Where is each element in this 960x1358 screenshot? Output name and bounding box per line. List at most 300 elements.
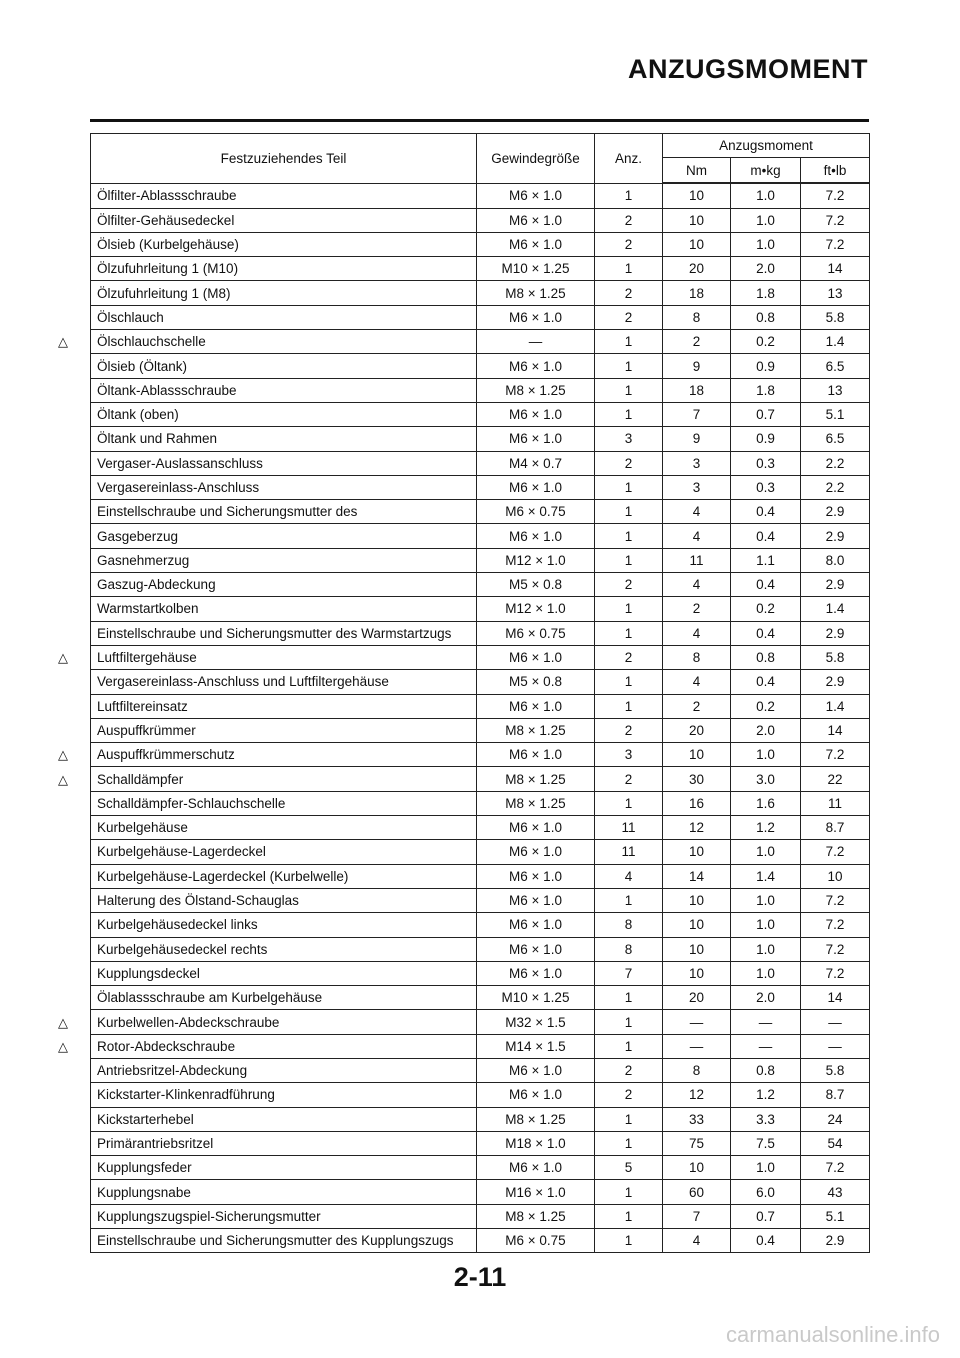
cell-ftlb: 43 [801,1180,870,1204]
header-thread: Gewindegröße [477,134,595,184]
cell-part: Öltank und Rahmen [91,427,477,451]
cell-thread: M16 × 1.0 [477,1180,595,1204]
table-row [91,1156,870,1180]
cell-nm: 8 [663,305,731,329]
cell-ftlb: 13 [801,378,870,402]
cell-nm: 4 [663,621,731,645]
table-row [91,573,870,597]
cell-ftlb: 2.9 [801,500,870,524]
cell-nm: 10 [663,183,731,208]
cell-ftlb: 24 [801,1107,870,1131]
cell-mkg: 1.0 [731,888,801,912]
cell-qty: 1 [595,694,663,718]
cell-thread: M18 × 1.0 [477,1131,595,1155]
cell-mkg: 0.8 [731,305,801,329]
cell-ftlb: 2.9 [801,1229,870,1253]
triangle-marker-icon: △ [58,1038,68,1054]
table-row [91,305,870,329]
cell-nm: 18 [663,378,731,402]
cell-part: Kupplungsdeckel [91,961,477,985]
cell-nm: 9 [663,354,731,378]
cell-ftlb: 7.2 [801,961,870,985]
table-row [91,791,870,815]
cell-thread: M6 × 1.0 [477,475,595,499]
cell-mkg: 0.2 [731,597,801,621]
cell-part: Vergasereinlass-Anschluss und Luftfiltergehäuse [91,670,477,694]
cell-thread: M6 × 1.0 [477,743,595,767]
cell-part: Warmstartkolben [91,597,477,621]
cell-part: Kupplungszugspiel-Sicherungsmutter [91,1204,477,1228]
cell-nm: 2 [663,694,731,718]
cell-mkg: 3.3 [731,1107,801,1131]
cell-thread: M6 × 1.0 [477,937,595,961]
cell-thread: M8 × 1.25 [477,1107,595,1131]
cell-mkg: 6.0 [731,1180,801,1204]
cell-qty: 1 [595,1180,663,1204]
cell-mkg: 1.0 [731,1156,801,1180]
cell-nm: 60 [663,1180,731,1204]
cell-part: Kurbelgehäusedeckel rechts [91,937,477,961]
cell-ftlb: 6.5 [801,354,870,378]
cell-nm: 20 [663,257,731,281]
cell-nm: 10 [663,937,731,961]
cell-part: Ölablassschraube am Kurbelgehäuse [91,986,477,1010]
table-row [91,330,870,354]
cell-mkg: 1.2 [731,1083,801,1107]
cell-mkg: 0.4 [731,524,801,548]
table-row [91,183,870,208]
cell-nm: 75 [663,1131,731,1155]
table-row [91,427,870,451]
cell-nm: 4 [663,573,731,597]
cell-qty: 1 [595,354,663,378]
cell-ftlb: — [801,1034,870,1058]
cell-ftlb: 2.9 [801,670,870,694]
table-row [91,232,870,256]
cell-nm: 3 [663,451,731,475]
cell-part: Kickstarterhebel [91,1107,477,1131]
cell-qty: 8 [595,937,663,961]
cell-part: Einstellschraube und Sicherungsmutter des Warmstartzugs [91,621,477,645]
cell-thread: M6 × 1.0 [477,427,595,451]
cell-qty: 1 [595,1107,663,1131]
cell-nm: 8 [663,1058,731,1082]
cell-mkg: 1.2 [731,816,801,840]
cell-part: Ölschlauchschelle [91,330,477,354]
cell-part: Halterung des Ölstand-Schauglas [91,888,477,912]
table-row [91,378,870,402]
cell-qty: 1 [595,1204,663,1228]
cell-ftlb: 7.2 [801,743,870,767]
cell-part: Ölfilter-Gehäusedeckel [91,208,477,232]
table-row [91,208,870,232]
cell-thread: M6 × 1.0 [477,1083,595,1107]
cell-ftlb: 1.4 [801,597,870,621]
cell-ftlb: 8.0 [801,548,870,572]
cell-mkg: 0.8 [731,645,801,669]
cell-nm: 20 [663,718,731,742]
cell-ftlb: 14 [801,986,870,1010]
cell-mkg: 1.1 [731,548,801,572]
cell-part: Kupplungsfeder [91,1156,477,1180]
cell-thread: M6 × 0.75 [477,621,595,645]
cell-nm: 12 [663,816,731,840]
cell-qty: 1 [595,986,663,1010]
cell-mkg: — [731,1010,801,1034]
cell-mkg: 1.0 [731,743,801,767]
cell-qty: 1 [595,378,663,402]
cell-thread: M8 × 1.25 [477,718,595,742]
cell-thread: M6 × 1.0 [477,524,595,548]
triangle-marker-icon: △ [58,771,68,787]
cell-qty: 1 [595,1131,663,1155]
cell-ftlb: 7.2 [801,183,870,208]
cell-thread: M6 × 1.0 [477,1156,595,1180]
cell-part: Schalldämpfer-Schlauchschelle [91,791,477,815]
table-row [91,670,870,694]
cell-mkg: 0.8 [731,1058,801,1082]
cell-qty: 1 [595,1229,663,1253]
cell-mkg: 0.2 [731,330,801,354]
cell-part: Antriebsritzel-Abdeckung [91,1058,477,1082]
header-nm: Nm [663,158,731,184]
header-mkg: m•kg [731,158,801,184]
cell-ftlb: 22 [801,767,870,791]
cell-nm: 12 [663,1083,731,1107]
torque-table [90,133,870,1253]
cell-qty: 2 [595,232,663,256]
cell-nm: 33 [663,1107,731,1131]
cell-nm: 16 [663,791,731,815]
cell-mkg: 1.0 [731,208,801,232]
cell-ftlb: — [801,1010,870,1034]
cell-mkg: 7.5 [731,1131,801,1155]
cell-qty: 1 [595,621,663,645]
cell-nm: 20 [663,986,731,1010]
cell-thread: M6 × 1.0 [477,183,595,208]
cell-part: Kurbelgehäuse-Lagerdeckel (Kurbelwelle) [91,864,477,888]
table-row [91,354,870,378]
cell-part: Öltank (oben) [91,402,477,426]
cell-ftlb: 10 [801,864,870,888]
cell-thread: M6 × 1.0 [477,694,595,718]
table-row [91,1083,870,1107]
cell-thread: M6 × 1.0 [477,402,595,426]
cell-part: Rotor-Abdeckschraube [91,1034,477,1058]
cell-part: Auspuffkrümmerschutz [91,743,477,767]
table-row [91,1010,870,1034]
cell-qty: 2 [595,1083,663,1107]
cell-part: Kupplungsnabe [91,1180,477,1204]
cell-mkg: — [731,1034,801,1058]
cell-qty: 2 [595,645,663,669]
cell-nm: 9 [663,427,731,451]
cell-thread: M8 × 1.25 [477,1204,595,1228]
cell-mkg: 0.2 [731,694,801,718]
table-row [91,402,870,426]
cell-qty: 1 [595,548,663,572]
cell-qty: 7 [595,961,663,985]
cell-nm: 10 [663,208,731,232]
cell-ftlb: 7.2 [801,913,870,937]
cell-mkg: 1.8 [731,378,801,402]
cell-nm: 10 [663,913,731,937]
cell-part: Luftfiltereinsatz [91,694,477,718]
table-row [91,913,870,937]
cell-thread: M12 × 1.0 [477,548,595,572]
header-torque: Anzugsmoment [663,134,870,158]
table-row [91,816,870,840]
table-row [91,451,870,475]
cell-part: Öltank-Ablassschraube [91,378,477,402]
table-row [91,743,870,767]
cell-thread: M4 × 0.7 [477,451,595,475]
table-row [91,1131,870,1155]
cell-qty: 11 [595,816,663,840]
cell-mkg: 0.3 [731,475,801,499]
cell-thread: M6 × 1.0 [477,1058,595,1082]
cell-mkg: 2.0 [731,718,801,742]
cell-mkg: 1.0 [731,913,801,937]
cell-thread: M5 × 0.8 [477,670,595,694]
cell-thread: M6 × 1.0 [477,305,595,329]
table-row [91,840,870,864]
table-row [91,645,870,669]
cell-ftlb: 14 [801,257,870,281]
cell-mkg: 1.0 [731,840,801,864]
cell-nm: 7 [663,1204,731,1228]
cell-part: Ölsieb (Öltank) [91,354,477,378]
cell-qty: 1 [595,1034,663,1058]
cell-ftlb: 7.2 [801,208,870,232]
cell-nm: 10 [663,961,731,985]
cell-mkg: 0.4 [731,500,801,524]
triangle-marker-icon: △ [58,334,68,350]
cell-nm: 18 [663,281,731,305]
cell-qty: 1 [595,183,663,208]
cell-thread: M6 × 1.0 [477,840,595,864]
cell-nm: 7 [663,402,731,426]
cell-qty: 2 [595,305,663,329]
cell-mkg: 1.8 [731,281,801,305]
cell-qty: 3 [595,743,663,767]
cell-mkg: 3.0 [731,767,801,791]
cell-nm: 4 [663,1229,731,1253]
cell-thread: M5 × 0.8 [477,573,595,597]
table-row [91,1058,870,1082]
cell-mkg: 1.0 [731,232,801,256]
cell-mkg: 1.4 [731,864,801,888]
page-number: 2-11 [453,1262,507,1292]
table-row [91,524,870,548]
cell-qty: 1 [595,330,663,354]
cell-ftlb: 7.2 [801,937,870,961]
cell-mkg: 1.0 [731,183,801,208]
cell-part: Vergaser-Auslassanschluss [91,451,477,475]
cell-thread: M6 × 1.0 [477,208,595,232]
cell-ftlb: 1.4 [801,694,870,718]
cell-thread: M10 × 1.25 [477,257,595,281]
cell-part: Ölzufuhrleitung 1 (M8) [91,281,477,305]
triangle-marker-icon: △ [58,650,68,666]
cell-nm: 8 [663,645,731,669]
table-row [91,1180,870,1204]
cell-part: Einstellschraube und Sicherungsmutter des Kupplungszugs [91,1229,477,1253]
cell-thread: M6 × 0.75 [477,1229,595,1253]
cell-nm: 4 [663,500,731,524]
cell-qty: 2 [595,451,663,475]
table-row [91,937,870,961]
cell-thread: M6 × 1.0 [477,354,595,378]
table-row [91,718,870,742]
cell-thread: M32 × 1.5 [477,1010,595,1034]
triangle-marker-icon: △ [58,747,68,763]
cell-ftlb: 7.2 [801,888,870,912]
cell-mkg: 0.4 [731,621,801,645]
cell-part: Kurbelgehäuse-Lagerdeckel [91,840,477,864]
table-body [91,183,870,1253]
cell-nm: 11 [663,548,731,572]
cell-nm: 10 [663,840,731,864]
cell-mkg: 0.4 [731,1229,801,1253]
cell-qty: 2 [595,208,663,232]
cell-part: Kurbelgehäusedeckel links [91,913,477,937]
cell-nm: 2 [663,330,731,354]
header-part: Festzuziehendes Teil [91,134,477,184]
cell-thread: M8 × 1.25 [477,281,595,305]
cell-ftlb: 6.5 [801,427,870,451]
cell-thread: M6 × 1.0 [477,232,595,256]
cell-thread: M8 × 1.25 [477,378,595,402]
cell-qty: 1 [595,257,663,281]
cell-mkg: 0.7 [731,1204,801,1228]
cell-nm: — [663,1010,731,1034]
cell-qty: 2 [595,767,663,791]
cell-qty: 1 [595,888,663,912]
cell-qty: 8 [595,913,663,937]
cell-nm: 4 [663,670,731,694]
cell-ftlb: 2.2 [801,451,870,475]
cell-part: Gaszug-Abdeckung [91,573,477,597]
cell-nm: 10 [663,1156,731,1180]
cell-mkg: 0.7 [731,402,801,426]
cell-thread: M6 × 1.0 [477,816,595,840]
cell-ftlb: 13 [801,281,870,305]
header-ftlb: ft•lb [801,158,870,184]
table-row [91,888,870,912]
table-row [91,548,870,572]
cell-qty: 2 [595,1058,663,1082]
cell-nm: 10 [663,232,731,256]
cell-qty: 1 [595,1010,663,1034]
cell-part: Schalldämpfer [91,767,477,791]
cell-qty: 1 [595,670,663,694]
cell-qty: 5 [595,1156,663,1180]
cell-part: Primärantriebsritzel [91,1131,477,1155]
cell-thread: M12 × 1.0 [477,597,595,621]
cell-nm: 3 [663,475,731,499]
cell-part: Ölsieb (Kurbelgehäuse) [91,232,477,256]
cell-part: Ölschlauch [91,305,477,329]
cell-ftlb: 11 [801,791,870,815]
cell-nm: 10 [663,888,731,912]
cell-ftlb: 7.2 [801,1156,870,1180]
cell-thread: M8 × 1.25 [477,767,595,791]
cell-nm: 14 [663,864,731,888]
cell-ftlb: 1.4 [801,330,870,354]
header-qty: Anz. [595,134,663,184]
cell-part: Ölzufuhrleitung 1 (M10) [91,257,477,281]
table-row [91,281,870,305]
cell-qty: 1 [595,402,663,426]
table-row [91,864,870,888]
cell-mkg: 2.0 [731,986,801,1010]
cell-part: Vergasereinlass-Anschluss [91,475,477,499]
cell-ftlb: 2.9 [801,524,870,548]
table-row [91,961,870,985]
page-title: ANZUGSMOMENT [628,54,868,84]
cell-ftlb: 54 [801,1131,870,1155]
cell-thread: M6 × 1.0 [477,888,595,912]
cell-thread: M6 × 0.75 [477,500,595,524]
cell-ftlb: 5.1 [801,402,870,426]
cell-part: Gasgeberzug [91,524,477,548]
table-row [91,694,870,718]
cell-qty: 2 [595,281,663,305]
cell-mkg: 0.3 [731,451,801,475]
cell-qty: 4 [595,864,663,888]
cell-mkg: 0.4 [731,670,801,694]
cell-part: Auspuffkrümmer [91,718,477,742]
cell-part: Ölfilter-Ablassschraube [91,183,477,208]
cell-mkg: 1.0 [731,937,801,961]
cell-mkg: 2.0 [731,257,801,281]
cell-ftlb: 14 [801,718,870,742]
cell-qty: 1 [595,791,663,815]
cell-ftlb: 7.2 [801,232,870,256]
cell-thread: M6 × 1.0 [477,961,595,985]
cell-thread: M8 × 1.25 [477,791,595,815]
cell-thread: — [477,330,595,354]
table-row [91,1107,870,1131]
cell-mkg: 0.9 [731,427,801,451]
cell-part: Kickstarter-Klinkenradführung [91,1083,477,1107]
cell-mkg: 0.9 [731,354,801,378]
cell-nm: 10 [663,743,731,767]
cell-thread: M6 × 1.0 [477,645,595,669]
cell-ftlb: 2.9 [801,573,870,597]
cell-ftlb: 8.7 [801,1083,870,1107]
cell-nm: 2 [663,597,731,621]
table-row [91,257,870,281]
table-row [91,1229,870,1253]
cell-thread: M14 × 1.5 [477,1034,595,1058]
cell-ftlb: 2.2 [801,475,870,499]
cell-part: Luftfiltergehäuse [91,645,477,669]
cell-mkg: 0.4 [731,573,801,597]
cell-part: Gasnehmerzug [91,548,477,572]
cell-nm: — [663,1034,731,1058]
cell-thread: M6 × 1.0 [477,864,595,888]
cell-part: Einstellschraube und Sicherungsmutter des [91,500,477,524]
cell-qty: 1 [595,597,663,621]
table-row [91,767,870,791]
cell-ftlb: 5.1 [801,1204,870,1228]
cell-mkg: 1.0 [731,961,801,985]
table-row [91,986,870,1010]
cell-ftlb: 5.8 [801,1058,870,1082]
cell-ftlb: 5.8 [801,645,870,669]
